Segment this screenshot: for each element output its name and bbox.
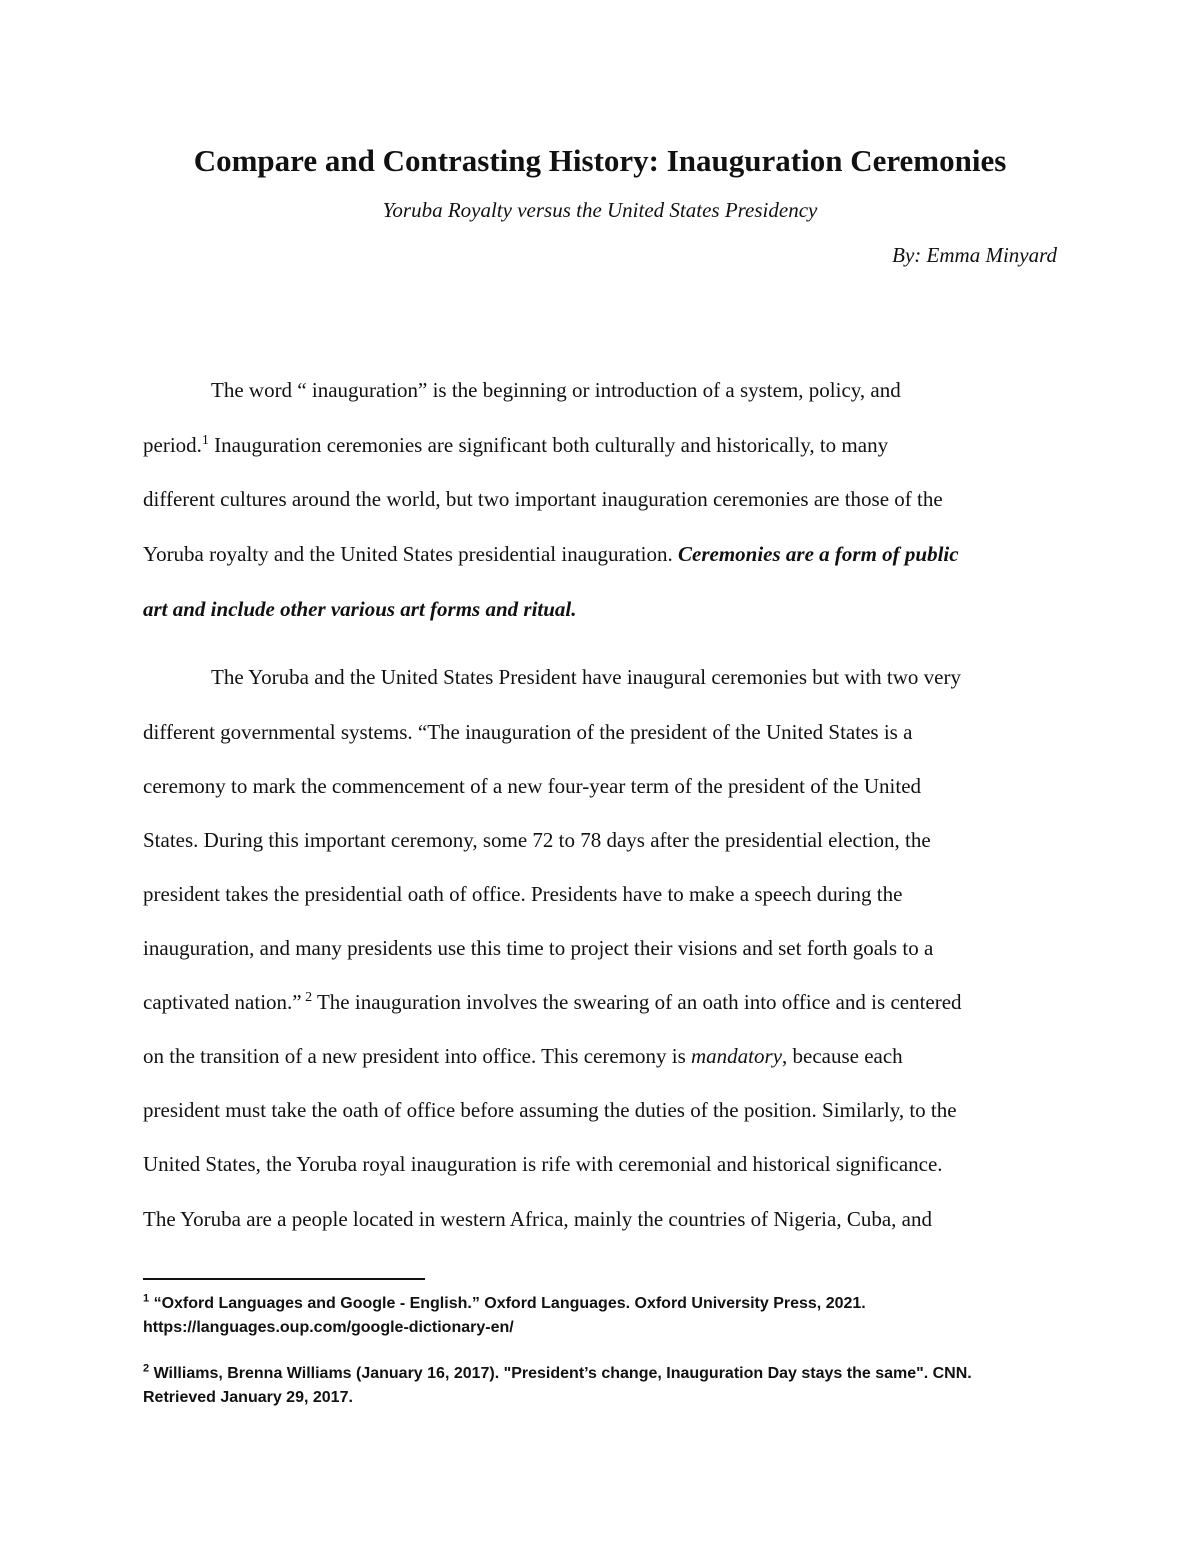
text-span: period. [143, 433, 202, 457]
paragraph-1-line-4 [143, 540, 959, 568]
paragraph-1-line-5: art and include other various art forms and ritual. [143, 597, 577, 621]
paragraph-1-line-1: The word “ inauguration” is the beginning or introduction of a system, policy, and [211, 378, 901, 402]
footnote-2-line-2: Retrieved January 29, 2017. [143, 1389, 353, 1406]
paragraph-2-line-5: president takes the presidential oath of office. Presidents have to make a speech during the [143, 882, 903, 906]
paragraph-2-line-8 [143, 1042, 903, 1070]
text-span: The inauguration involves the swearing of an oath into office and is centered [312, 990, 962, 1014]
paragraph-2-line-11: The Yoruba are a people located in western Africa, mainly the countries of Nigeria, Cuba, and [143, 1207, 932, 1231]
footnote-1-line-1 [143, 1293, 866, 1315]
paragraph-2-line-6: inauguration, and many presidents use this time to project their visions and set forth goals to a [143, 936, 934, 960]
paragraph-2-line-3: ceremony to mark the commencement of a new four-year term of the president of the United [143, 774, 922, 798]
footnote-reference-2: 2 [301, 990, 313, 1005]
document-title: Compare and Contrasting History: Inauguration Ceremonies [193, 143, 1007, 178]
emphasis-text: mandatory [691, 1044, 783, 1068]
paragraph-2-line-1: The Yoruba and the United States President have inaugural ceremonies but with two very [211, 665, 961, 689]
paragraph-1-line-3: different cultures around the world, but two important inauguration ceremonies are those of the [143, 487, 943, 511]
footnote-reference-1: 1 [201, 433, 209, 448]
footnote-number-2: 2 [143, 1362, 150, 1375]
document-subtitle: Yoruba Royalty versus the United States Presidency [382, 198, 818, 222]
text-span: captivated nation.” [143, 990, 302, 1014]
paragraph-1-line-2 [143, 431, 888, 459]
footnote-2-line-1 [143, 1363, 972, 1385]
paragraph-2-line-4: States. During this important ceremony, some 72 to 78 days after the presidential election, the [143, 828, 931, 852]
author-byline: By: Emma Minyard [892, 243, 1057, 267]
text-span: Yoruba royalty and the United States presidential inauguration. [143, 542, 679, 566]
footnote-separator [143, 1278, 425, 1280]
footnote-number-1: 1 [143, 1292, 150, 1305]
paragraph-2-line-10: United States, the Yoruba royal inauguration is rife with ceremonial and historical significance. [143, 1152, 943, 1176]
text-span: on the transition of a new president into office. This ceremony is [143, 1044, 692, 1068]
paragraph-2-line-9: president must take the oath of office before assuming the duties of the position. Similarly, to the [143, 1098, 957, 1122]
text-span: Inauguration ceremonies are significant both culturally and historically, to many [208, 433, 889, 457]
paragraph-2-line-7 [143, 988, 962, 1016]
paragraph-2-line-2: different governmental systems. “The inauguration of the president of the United States is a [143, 720, 913, 744]
text-span: , because each [782, 1044, 903, 1068]
emphasis-text: Ceremonies are a form of public [678, 542, 959, 566]
text-span: “Oxford Languages and Google - English.” Oxford Languages. Oxford University Press, 2021. [149, 1295, 866, 1312]
text-span: Williams, Brenna Williams (January 16, 2017). "President’s change, Inauguration Day stays the same". CNN. [149, 1365, 972, 1382]
footnote-1-link[interactable]: https://languages.oup.com/google-dictionary-en/ [143, 1319, 514, 1336]
